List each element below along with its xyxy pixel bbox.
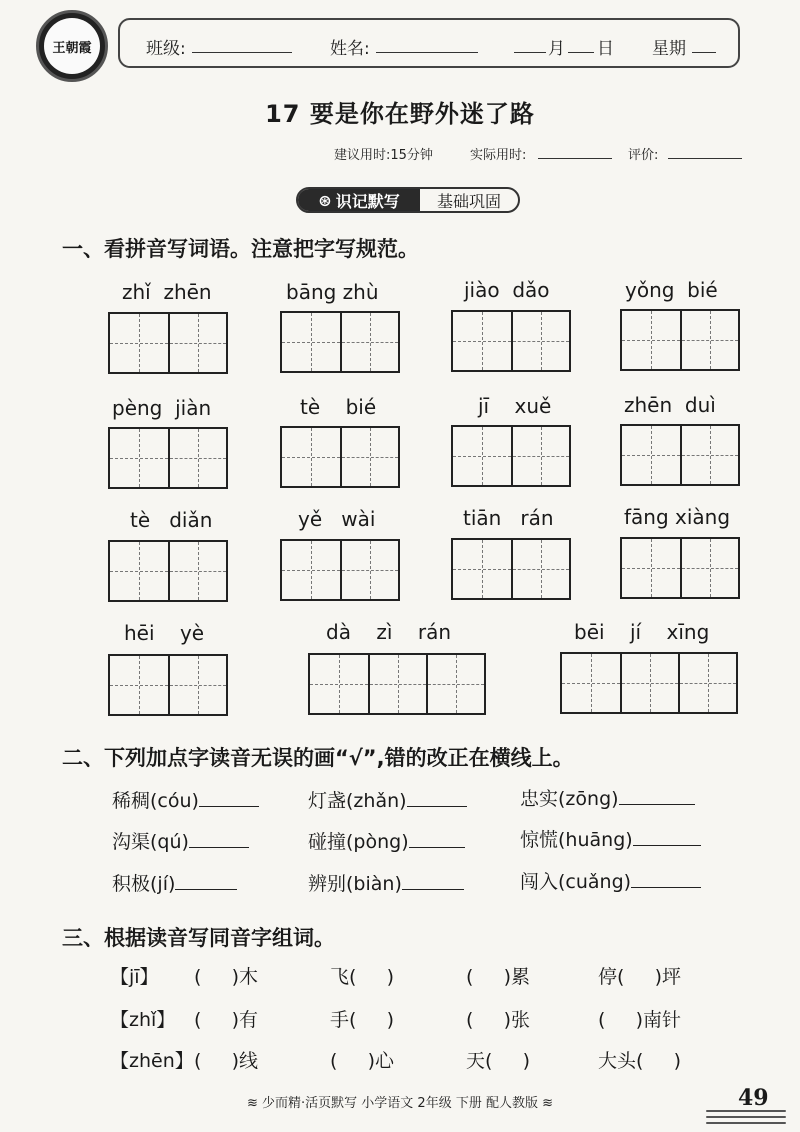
- fill-item[interactable]: 手( ): [330, 1009, 395, 1031]
- fill-item[interactable]: ( )线: [194, 1050, 259, 1072]
- writing-grid[interactable]: [560, 652, 738, 714]
- footer-text: ≋ 少而精·活页默写 小学语文 2年级 下册 配人教版 ≋: [247, 1096, 553, 1111]
- student-info-box: [118, 18, 740, 68]
- reading: (cuǎng): [558, 871, 632, 893]
- question-item: [308, 827, 465, 854]
- word: 惊慌: [520, 829, 559, 851]
- pinyin-label: yǒng bié: [625, 278, 718, 302]
- question-item: [520, 784, 695, 811]
- writing-grid[interactable]: [108, 654, 228, 716]
- badge-right-label: 基础巩固: [436, 191, 501, 211]
- answer-line[interactable]: [407, 788, 467, 807]
- lesson-title: 17 要是你在野外迷了路: [265, 100, 535, 128]
- word: 碰撞: [308, 831, 347, 853]
- fill-item[interactable]: ( )木: [194, 966, 259, 988]
- writing-grid[interactable]: [308, 653, 486, 715]
- medal-icon: ⊛: [318, 190, 332, 210]
- pinyin-label: jiào dǎo: [464, 278, 550, 302]
- writing-grid[interactable]: [451, 310, 571, 372]
- reading: (huāng): [558, 829, 633, 851]
- writing-grid[interactable]: [451, 538, 571, 600]
- reading: (pòng): [346, 831, 409, 853]
- pinyin-label: tiān rán: [463, 506, 554, 530]
- answer-line[interactable]: [409, 829, 465, 848]
- reading: (biàn): [346, 873, 402, 895]
- question-item: [308, 786, 467, 813]
- fill-item[interactable]: 停( )坪: [598, 966, 682, 988]
- publisher-logo: [36, 10, 108, 82]
- question-item: [112, 786, 259, 813]
- section1-title: 一、看拼音写词语。注意把字写规范。: [62, 237, 419, 261]
- question-item: [520, 825, 701, 852]
- pinyin-label: bāng zhù: [286, 280, 379, 304]
- pinyin-bracket: 【zhǐ】: [110, 1009, 176, 1031]
- class-field[interactable]: [192, 52, 292, 53]
- fill-item[interactable]: 飞( ): [330, 966, 395, 988]
- pinyin-bracket: 【zhēn】: [110, 1050, 194, 1072]
- weekday-field[interactable]: [692, 52, 716, 53]
- badge-left: [298, 189, 420, 211]
- pinyin-label: fāng xiàng: [624, 505, 731, 529]
- decor-line: [706, 1122, 786, 1124]
- reading: (cóu): [150, 790, 199, 812]
- question-item: [308, 869, 464, 896]
- reading: (zhǎn): [346, 790, 407, 812]
- fill-item[interactable]: ( )心: [330, 1050, 395, 1072]
- reading: (jí): [150, 873, 176, 895]
- word: 闯入: [520, 871, 559, 893]
- suggested-time: 建议用时:15分钟: [334, 148, 433, 163]
- section2-title: 二、下列加点字读音无误的画“√”,错的改正在横线上。: [62, 746, 574, 770]
- name-label: 姓名:: [330, 39, 370, 59]
- writing-grid[interactable]: [280, 426, 400, 488]
- writing-grid[interactable]: [620, 537, 740, 599]
- page-number: 49: [738, 1085, 769, 1111]
- weekday-label: 星期: [652, 39, 686, 59]
- day-label: 日: [597, 39, 614, 59]
- pinyin-label: zhǐ zhēn: [122, 280, 212, 304]
- pinyin-label: bēi jí xīng: [574, 620, 710, 644]
- name-field[interactable]: [376, 52, 478, 53]
- month-label: 月: [548, 39, 565, 59]
- word: 灯盏: [308, 790, 347, 812]
- pinyin-label: tè bié: [300, 395, 377, 419]
- reading: (zōng): [558, 788, 619, 810]
- word: 沟渠: [112, 831, 151, 853]
- writing-grid[interactable]: [280, 539, 400, 601]
- rating-field[interactable]: [668, 158, 742, 159]
- answer-line[interactable]: [199, 788, 259, 807]
- writing-grid[interactable]: [108, 427, 228, 489]
- section3-title: 三、根据读音写同音字组词。: [62, 926, 335, 950]
- pinyin-label: zhēn duì: [624, 393, 716, 417]
- fill-item[interactable]: ( )南针: [598, 1009, 682, 1031]
- writing-grid[interactable]: [620, 424, 740, 486]
- pinyin-label: pèng jiàn: [112, 396, 212, 420]
- actual-time-field[interactable]: [538, 158, 612, 159]
- answer-line[interactable]: [189, 829, 249, 848]
- pinyin-label: jī xuě: [478, 394, 552, 418]
- answer-line[interactable]: [402, 871, 464, 890]
- reading: (qú): [150, 831, 189, 853]
- word: 稀稠: [112, 790, 151, 812]
- answer-line[interactable]: [631, 869, 701, 888]
- pinyin-label: tè diǎn: [130, 508, 213, 532]
- decor-line: [706, 1116, 786, 1118]
- logo-text: 王朝霞: [44, 18, 100, 74]
- rating-label: 评价:: [628, 148, 659, 163]
- writing-grid[interactable]: [451, 425, 571, 487]
- writing-grid[interactable]: [620, 309, 740, 371]
- answer-line[interactable]: [633, 827, 701, 846]
- word: 积极: [112, 873, 151, 895]
- word: 辨别: [308, 873, 347, 895]
- class-label: 班级:: [146, 39, 186, 59]
- writing-grid[interactable]: [280, 311, 400, 373]
- pinyin-label: hēi yè: [124, 621, 205, 645]
- fill-item[interactable]: 大头( ): [598, 1050, 682, 1072]
- pinyin-label: yě wài: [298, 507, 376, 531]
- pinyin-label: dà zì rán: [326, 620, 452, 644]
- answer-line[interactable]: [175, 871, 237, 890]
- writing-grid[interactable]: [108, 312, 228, 374]
- writing-grid[interactable]: [108, 540, 228, 602]
- badge-left-label: 识记默写: [335, 191, 400, 211]
- day-field[interactable]: [568, 52, 594, 53]
- fill-item[interactable]: ( )有: [194, 1009, 259, 1031]
- section-badge: [296, 187, 520, 213]
- pinyin-bracket: 【jī】: [110, 966, 159, 988]
- word: 忠实: [520, 788, 559, 810]
- answer-line[interactable]: [619, 786, 695, 805]
- question-item: [112, 827, 249, 854]
- fill-item[interactable]: 天( ): [466, 1050, 531, 1072]
- month-field[interactable]: [514, 52, 546, 53]
- question-item: [520, 867, 701, 894]
- actual-time-label: 实际用时:: [470, 148, 527, 163]
- fill-item[interactable]: ( )张: [466, 1009, 531, 1031]
- fill-item[interactable]: ( )累: [466, 966, 531, 988]
- question-item: [112, 869, 237, 896]
